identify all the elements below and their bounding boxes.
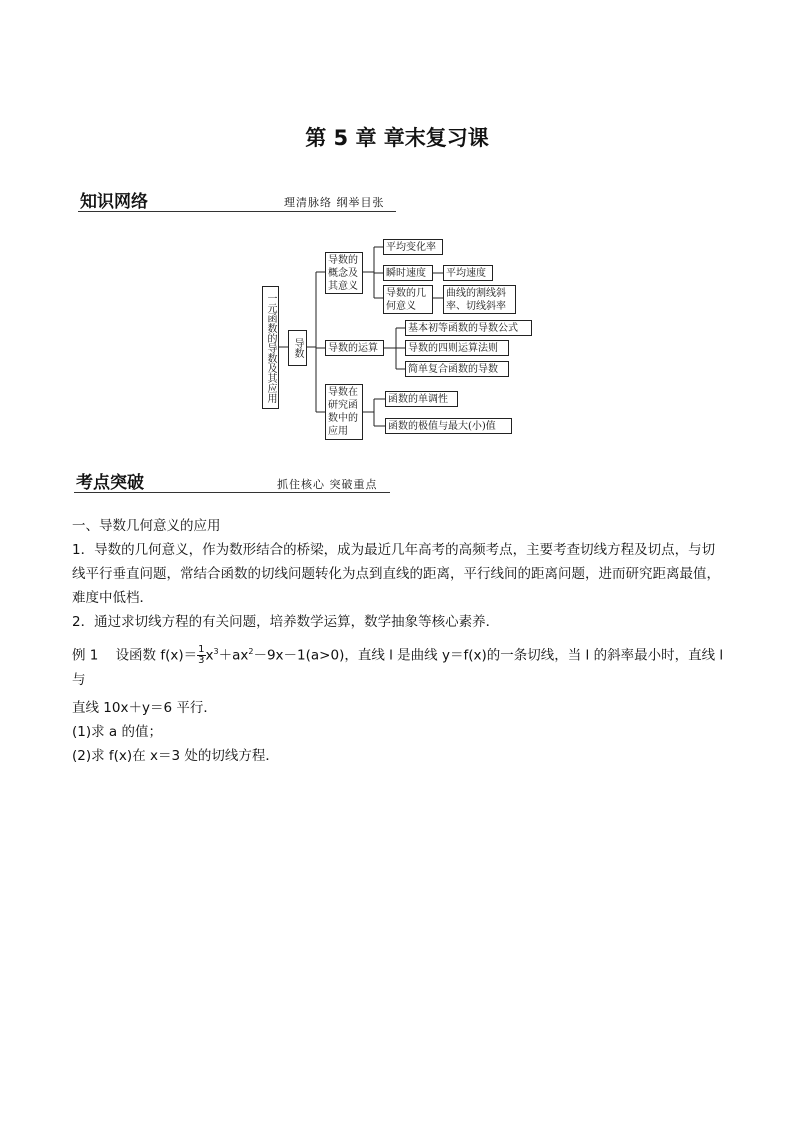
page-title: 第 5 章 章末复习课 <box>305 126 489 150</box>
node-extremum: 函数的极值与最大(小)值 <box>385 418 512 434</box>
subheading: 一、导数几何意义的应用 <box>72 518 221 534</box>
node-average-velocity: 平均速度 <box>443 265 493 281</box>
section-subtitle: 抓住核心 突破重点 <box>277 478 378 491</box>
section-heading-knowledge-network: 知识网络 <box>80 192 148 212</box>
node-geometric-meaning: 导数的几何意义 <box>383 285 433 314</box>
node-instant-velocity: 瞬时速度 <box>383 265 433 281</box>
question-2: (2)求 f(x)在 x＝3 处的切线方程． <box>72 747 279 764</box>
branch-concept-box: 导数的概念及其意义 <box>325 252 363 294</box>
paragraph-1: 1．导数的几何意义，作为数形结合的桥梁，成为最近几年高考的高频考点，主要考查切线方程及切点，与切线平行垂直问题，常结合函数的切线问题转化为点到直线的距离，平行线间的距离问题，进而研究距离最值，难度中低档． <box>72 542 720 606</box>
section-heading-key-points: 考点突破 <box>76 473 144 493</box>
section-subtitle: 理清脉络 纲举目张 <box>284 196 385 209</box>
section-divider <box>74 492 390 493</box>
branch-operation-box: 导数的运算 <box>325 340 384 356</box>
diagram-center-box: 导数 <box>288 330 307 366</box>
node-average-rate: 平均变化率 <box>383 239 443 255</box>
example-line-2: 直线 10x＋y＝6 平行． <box>72 699 217 716</box>
fraction: $\frac{1}{3}$ <box>198 644 205 666</box>
node-composite-derivative: 简单复合函数的导数 <box>405 361 509 377</box>
paragraph-2: 2．通过求切线方程的有关问题，培养数学运算，数学抽象等核心素养． <box>72 614 500 630</box>
node-monotonicity: 函数的单调性 <box>385 391 458 407</box>
example-label: 例 1 <box>72 647 99 664</box>
node-basic-derivative-formulas: 基本初等函数的导数公式 <box>405 320 532 336</box>
diagram-root-box: 一元函数的导数及其应用 <box>262 286 279 409</box>
question-1: (1)求 a 的值； <box>72 723 162 740</box>
node-slope: 曲线的割线斜率、切线斜率 <box>443 285 516 314</box>
content-body <box>72 514 727 768</box>
branch-application-box: 导数在研究函数中的应用 <box>325 384 363 440</box>
example-1: 例 1 设函数 f(x)＝ $\frac{1}{3}$ $x^3+ax^2-9x-1(a>0)$，直线 l 是曲线 y＝f(x)的一条切线，当 l 的斜率最小时，直线 l 与 <box>72 644 724 688</box>
node-arithmetic-rules: 导数的四则运算法则 <box>405 340 509 356</box>
